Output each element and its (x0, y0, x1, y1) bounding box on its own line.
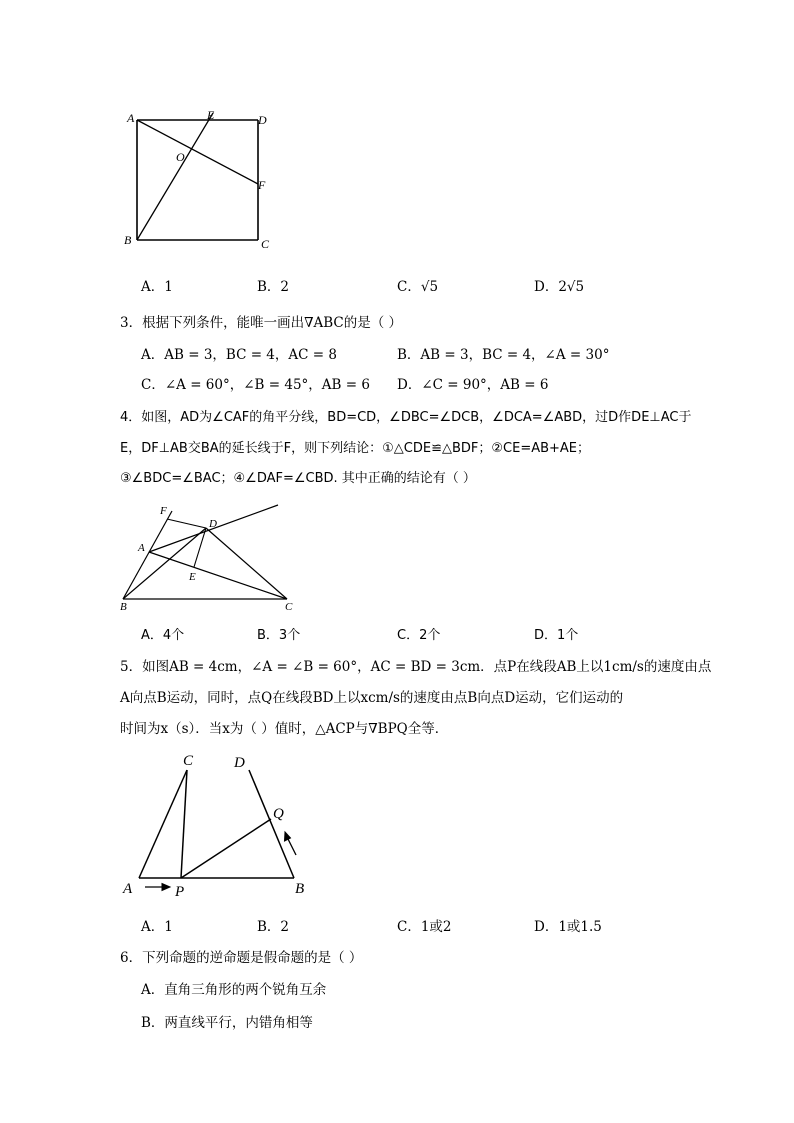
label-b: B (120, 601, 127, 613)
label-o: O (176, 150, 185, 164)
q4-stem-line3: ③∠BDC=∠BAC；④∠DAF=∠CBD. 其中正确的结论有（ ） (120, 471, 476, 486)
label-c: C (285, 601, 293, 613)
label-c: C (261, 237, 270, 251)
label-a: A (138, 542, 145, 554)
q4-figure (0, 495, 794, 615)
q6-stem: 6．下列命题的逆命题是假命题的是（ ） (120, 950, 363, 966)
line-ba (123, 511, 172, 599)
q3-option-b[interactable]: B．AB = 3，BC = 4，∠A = 30° (397, 347, 610, 363)
label-a: A (123, 881, 133, 897)
q3-stem: 3．根据下列条件，能唯一画出∇ABC的是（ ） (120, 315, 403, 331)
line-ac (139, 770, 187, 878)
line-bd (249, 770, 294, 878)
label-e: E (189, 571, 196, 583)
label-f: F (160, 505, 167, 517)
segment-be (137, 113, 213, 240)
q2-option-c[interactable]: C．√5 (397, 279, 439, 295)
square-figure (0, 0, 794, 260)
q6-option-b[interactable]: B．两直线平行，内错角相等 (141, 1015, 313, 1031)
q5-stem-line3: 时间为x（s）．当x为（ ）值时，△ACP与∇BPQ全等． (120, 721, 449, 737)
q4-option-d[interactable]: D．1个 (534, 628, 579, 643)
line-bd (123, 528, 206, 599)
line-cp (181, 770, 187, 878)
perp-df (167, 519, 206, 528)
q5-figure (0, 745, 794, 905)
q3-option-a[interactable]: A．AB = 3，BC = 4，AC = 8 (141, 347, 337, 363)
q4-stem-line1: 4．如图，AD为∠CAF的角平分线，BD=CD，∠DBC=∠DCB，∠DCA=∠ABD，过D作DE⊥AC于 (120, 410, 692, 425)
q6-option-a[interactable]: A．直角三角形的两个锐角互余 (141, 982, 327, 998)
arrow-q-shaft (287, 837, 296, 855)
q2-option-b[interactable]: B．2 (257, 279, 290, 295)
label-b: B (295, 881, 305, 897)
label-a: A (127, 111, 135, 125)
q5-option-c[interactable]: C．1或2 (397, 919, 452, 935)
q5-stem-line2: A向点B运动，同时，点Q在线段BD上以xcm/s的速度由点B向点D运动，它们运动的 (120, 690, 624, 706)
segment-af (137, 120, 258, 184)
label-c: C (183, 753, 194, 769)
q3-option-d[interactable]: D．∠C = 90°，AB = 6 (397, 377, 549, 393)
label-d: D (209, 518, 217, 530)
q5-option-a[interactable]: A．1 (141, 919, 173, 935)
q4-option-a[interactable]: A．4个 (141, 628, 185, 643)
label-e: E (207, 108, 215, 122)
q4-option-b[interactable]: B．3个 (257, 628, 301, 643)
line-pq (181, 819, 271, 878)
q4-stem-line2: E，DF⊥AB交BA的延长线于F，则下列结论：①△CDE≌△BDF；②CE=AB+AE； (120, 441, 591, 456)
label-q: Q (273, 806, 284, 822)
q5-option-d[interactable]: D．1或1.5 (534, 919, 602, 935)
line-dc (206, 528, 287, 599)
label-d: D (234, 755, 245, 771)
label-d: D (258, 113, 267, 127)
label-p: P (175, 884, 185, 900)
q2-option-d[interactable]: D．2√5 (534, 279, 585, 295)
q5-option-b[interactable]: B．2 (257, 919, 290, 935)
arrow-p-head (162, 884, 170, 891)
label-b: B (124, 233, 132, 247)
q5-stem-line1: 5．如图AB = 4cm，∠A = ∠B = 60°，AC = BD = 3cm．点P在线段AB上以1cm/s的速度由点 (120, 659, 712, 675)
q3-option-c[interactable]: C．∠A = 60°，∠B = 45°，AB = 6 (141, 377, 370, 393)
label-f: F (258, 178, 266, 192)
q4-option-c[interactable]: C．2个 (397, 628, 441, 643)
arrow-q-head (285, 832, 291, 841)
q2-option-a[interactable]: A．1 (141, 279, 173, 295)
